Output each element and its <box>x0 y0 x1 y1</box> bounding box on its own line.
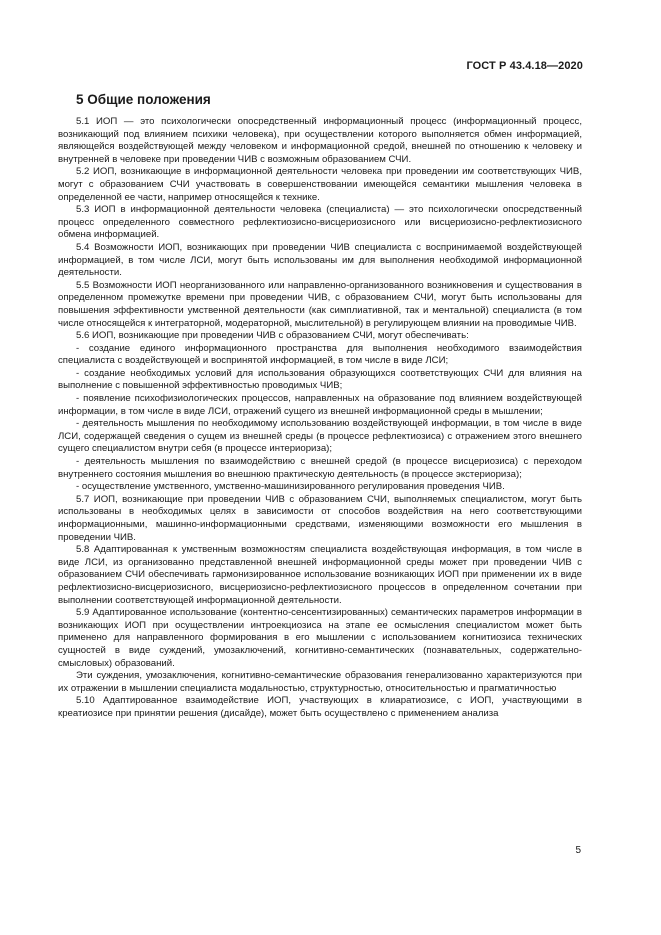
list-item: - появление психофизиологических процессов, направленных на образование под влиянием воздействующей информации, в том числе в виде ЛСИ, отражений сущего из внешней информационной среды в мышлении; <box>58 393 582 417</box>
paragraph-5-5: 5.5 Возможности ИОП неорганизованного или направленно-организованного возникновения и существования в определенном промежутке времени при проведении ЧИВ, с образованием СЧИ, могут быть использованы для повышения эффективности умственной деятельности (как симплиативной, так и ментальной) специалиста (в том числе относящейся к интеграторной, модераторной, мыслительной) в регулирующем влиянии на проводимые ЧИВ. <box>58 279 582 329</box>
standard-header: ГОСТ Р 43.4.18—2020 <box>466 60 583 72</box>
paragraph-5-8: 5.8 Адаптированная к умственным возможностям специалиста воздействующая информация, в том числе в виде ЛСИ, из организованно представленной внешней информационной среды может при проведении ЧИВ с образованием СЧИ обеспечивать гармонизированное использование возникающих ИОП при применении их в виде рефлектиозисно-висцериозисного, висцериозисно-рефлектиозисного процессов в определенном сочетании при выполнении соответствующей информационной деятельности. <box>58 544 582 606</box>
document-body <box>58 92 582 721</box>
page-number: 5 <box>575 845 581 856</box>
list-item: - создание единого информационного пространства для выполнения необходимого взаимодействия специалиста с воздействующей и воспринятой информацией, в том числе в виде ЛСИ; <box>58 342 582 367</box>
list-item: - деятельность мышления по необходимому использованию воздействующей информации, в том числе в виде ЛСИ, содержащей сведения о сущем из внешней среды (в процессе рефлектиозиса) с отражением этого внешнего сущего специалистом внутри себя (в процессе интериориза); <box>58 418 582 455</box>
list-item: - деятельность мышления по взаимодействию с внешней средой (в процессе висцериозиса) с переходом внутреннего состояния мышления во внешнюю практическую деятельность (в процессе экстериориза); <box>58 456 582 480</box>
list-item: - осуществление умственного, умственно-машинизированного регулирования проведения ЧИВ. <box>76 481 505 493</box>
paragraph-5-1: 5.1 ИОП — это психологически опосредственный информационный процесс (информационный процесс, возникающий под влиянием психики человека), при осуществлении которого выполняется обмен информацией, являющейся воздействующей между человеком и информационной средой, внешней по отношению к человеку и внутренней в человеке при проведении ЧИВ с возможным образованием СЧИ. <box>58 116 582 165</box>
paragraph-5-9-continued: Эти суждения, умозаключения, когнитивно-семантические образования генерализованно характеризуются при их отражении в мышлении специалиста модальностью, структурностью, относительностью и прагматичностью <box>58 670 582 694</box>
list-item: - создание необходимых условий для использования образующихся соответствующих СЧИ для влияния на выполнение с повышенной эффективностью проводимых ЧИВ; <box>58 367 582 392</box>
paragraph-5-2: 5.2 ИОП, возникающие в информационной деятельности человека при проведении им соответствующих ЧИВ, могут с образованием СЧИ участвовать в совершенствовании имеющейся семантики мышления человека в определенной ее части, например относящейся к технике. <box>58 166 582 203</box>
paragraph-5-3: 5.3 ИОП в информационной деятельности человека (специалиста) — это психологически опосредственный процесс определенного совместного рефлектиозисно-висцериозисного или висцериозисно-рефлектиозисного обмена информацией. <box>58 204 582 241</box>
paragraph-5-4: 5.4 Возможности ИОП, возникающих при проведении ЧИВ специалиста с воспринимаемой воздействующей информацией, в том числе ЛСИ, могут быть использованы им для выполнения необходимой информационной деятельности. <box>58 241 582 279</box>
paragraph-5-10: 5.10 Адаптированное взаимодействие ИОП, участвующих в клиаратиозисе, с ИОП, участвующими в креатиозисе при принятии решения (дисайде), может быть осуществлено с применением анализа <box>58 695 582 719</box>
section-title: 5 Общие положения <box>76 92 211 107</box>
paragraph-5-6: 5.6 ИОП, возникающие при проведении ЧИВ с образованием СЧИ, могут обеспечивать: <box>76 330 469 342</box>
paragraph-5-7: 5.7 ИОП, возникающие при проведении ЧИВ с образованием СЧИ, выполняемых специалистом, могут быть использованы в необходимых целях в зависимости от способов воздействия на него соответствующими информационными, машинно-информационными средствами, изменяющими возможности его мышления в проведении ЧИВ. <box>58 493 582 543</box>
paragraph-5-9: 5.9 Адаптированное использование (контентно-сенсентизированных) семантических параметров информации в возникающих ИОП при осуществлении интроекциозиса на этапе ее осмысления специалистом может быть применено для направленного формирования в его мышлении с использованием когнитиозиса технических сущностей в виде суждений, умозаключений, когнитивно-семантических (познавательных, содержательно-смысловых) образований. <box>58 607 582 669</box>
